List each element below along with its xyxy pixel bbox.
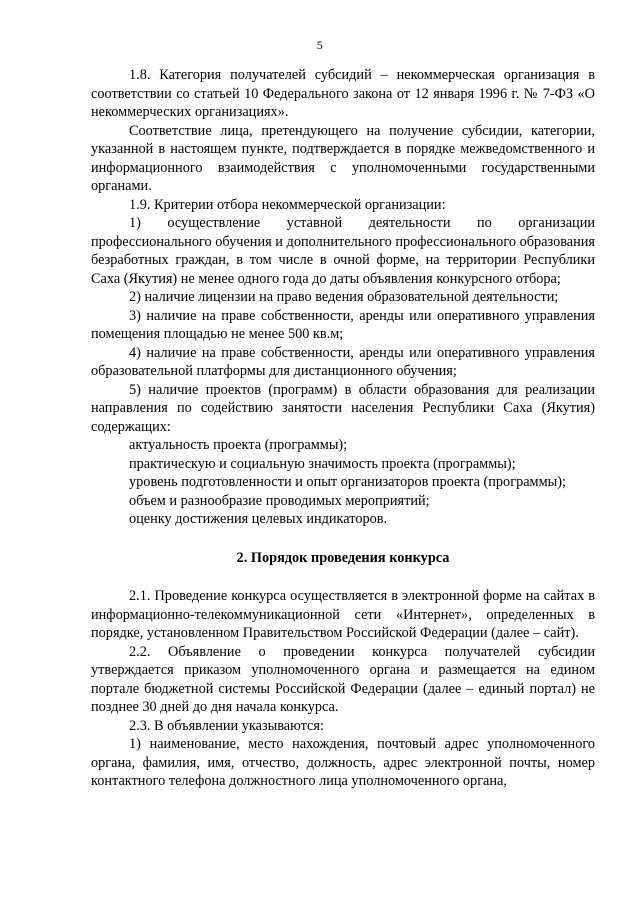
paragraph-1-9: 1.9. Критерии отбора некоммерческой организации: xyxy=(129,196,446,213)
criterion-5: 5) наличие проектов (программ) в области образования для реализации направления по содействию занятости населения Республики Саха (Якутия) содержащих: xyxy=(91,381,595,435)
list-item: объем и разнообразие проводимых мероприятий; xyxy=(129,492,430,509)
criterion-1: 1) осуществление уставной деятельности по организации профессионального обучения и дополнительного профессионального образования безработных граждан, в том числе в очной форме, на территории Республики Саха (Якутия) не менее одного года до даты объявления конкурсного отбора; xyxy=(91,215,595,287)
announcement-item-1: 1) наименование, место нахождения, почтовый адрес уполномоченного органа, фамилия, имя, отчество, должность, адрес электронной почты, номер контактного телефона должностного лица уполномоченного органа, xyxy=(91,736,595,789)
paragraph-2-1: 2.1. Проведение конкурса осуществляется в электронной форме на сайтах в информационно-телекоммуникационной сети «Интернет», определенных в порядке, установленном Правительством Российской Федерации (далее – сайт). xyxy=(91,588,595,641)
section-heading: 2. Порядок проведения конкурса xyxy=(236,549,450,566)
paragraph-2-2: 2.2. Объявление о проведении конкурса получателей субсидии утверждается приказом уполномоченного органа и размещается на едином портале бюджетной системы Российской Федерации (далее – единый портал) не позднее 30 дней до дня начала конкурса. xyxy=(91,643,595,715)
list-item: оценку достижения целевых индикаторов. xyxy=(129,511,388,527)
criterion-3: 3) наличие на праве собственности, аренды или оперативного управления помещения площадью не менее 500 кв.м; xyxy=(91,307,595,342)
paragraph-2-3: 2.3. В объявлении указываются: xyxy=(129,717,324,734)
paragraph-1-8: 1.8. Категория получателей субсидий – некоммерческая организация в соответствии со статьей 10 Федерального закона от 12 января 1996 г. № 7-ФЗ «О некоммерческих организациях». xyxy=(91,67,595,120)
list-item: уровень подготовленности и опыт организаторов проекта (программы); xyxy=(129,474,566,490)
document-body xyxy=(91,66,595,791)
paragraph-category-confirmation: Соответствие лица, претендующего на получение субсидии, категории, указанной в настоящем пункте, подтверждается в порядке межведомственного и информационного взаимодействия с уполномоченными государственными органами. xyxy=(91,122,595,194)
list-item: актуальность проекта (программы); xyxy=(129,437,348,453)
criterion-4: 4) наличие на праве собственности, аренды или оперативного управления образовательной платформы для дистанционного обучения; xyxy=(91,344,595,379)
list-item: практическую и социальную значимость проекта (программы); xyxy=(129,455,516,472)
criterion-2: 2) наличие лицензии на право ведения образовательной деятельности; xyxy=(129,289,559,305)
page-number: 5 xyxy=(316,38,324,52)
